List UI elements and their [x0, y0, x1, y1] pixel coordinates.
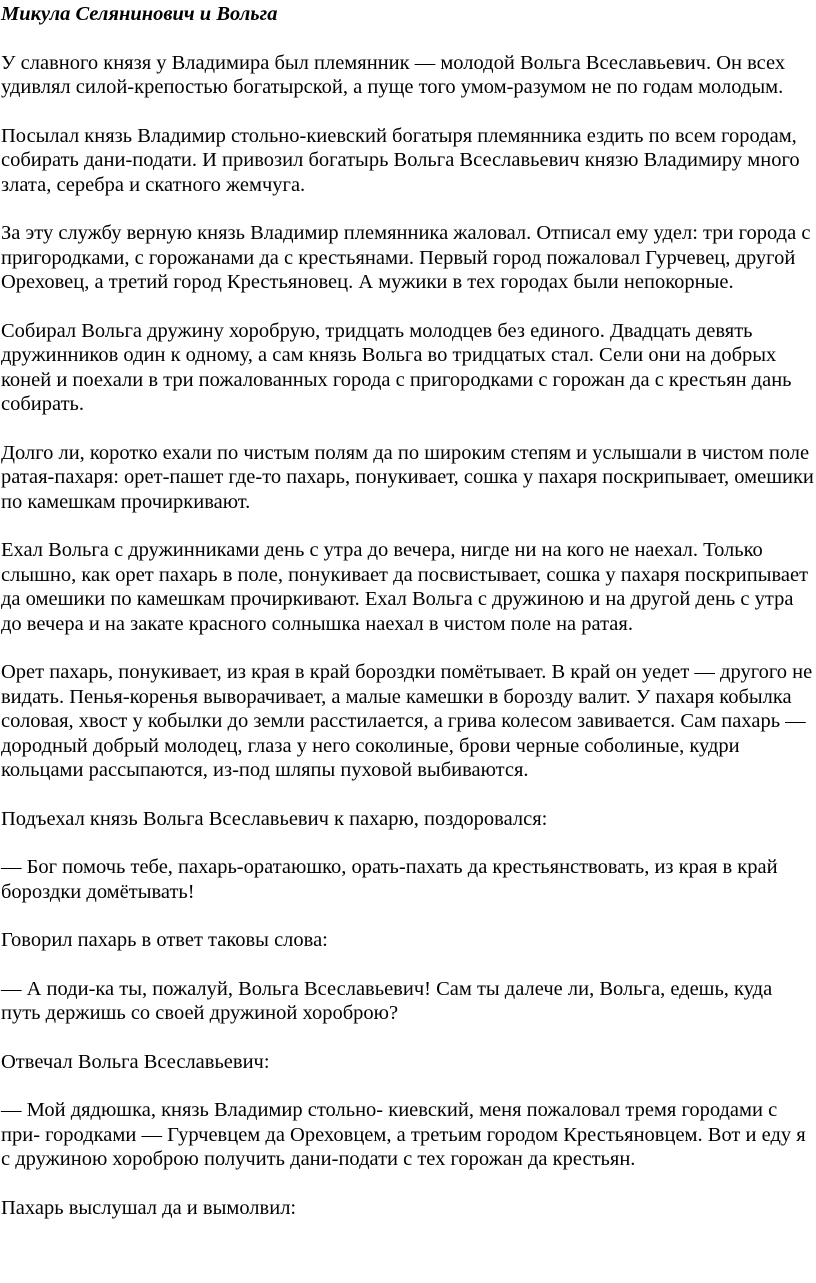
- paragraph-11: — А поди-ка ты, пожалуй, Вольга Всеславьевич! Сам ты далече ли, Вольга, едешь, куда путь держишь со своей дружиной хороброю?: [1, 977, 773, 1024]
- paragraph-10: Говорил пахарь в ответ таковы слова:: [1, 929, 328, 951]
- paragraph-3: За эту службу верную князь Владимир племянника жаловал. Отписал ему удел: три города с пригородками, с горожанами да с крестьянами. Первый город пожаловал Гурчевец, другой Ореховец, а третий город Крестьяновец. А мужики в тех городах были непокорные.: [1, 222, 811, 293]
- paragraph-12: Отвечал Вольга Всеславьевич:: [1, 1050, 270, 1073]
- paragraph-5: Долго ли, коротко ехали по чистым полям да по широким степям и услышали в чистом поле ратая-пахаря: орет-пашет где-то пахарь, понукивает, сошка у пахаря поскрипывает, омешики по камешкам прочиркивают.: [1, 441, 814, 513]
- document-title: Микула Селянинович и Вольга: [1, 3, 278, 25]
- paragraph-14: Пахарь выслушал да и вымолвил:: [1, 1196, 297, 1219]
- paragraph-6: Ехал Вольга с дружинниками день с утра до вечера, нигде ни на кого не наехал. Только слышно, как орет пахарь в поле, понукивает да посвистывает, сошка у пахаря поскрипывает да омешики по камешкам прочиркивают. Ехал Вольга с дружиною и на другой день с утра до вечера и на закате красного солнышка наехал в чистом поле на ратая.: [1, 539, 809, 635]
- paragraph-7: Орет пахарь, понукивает, из края в край бороздки помётывает. В край он уедет — другого не видать. Пенья-коренья выворачивает, а малые камешки в борозду валит. У пахаря кобылка соловая, хвост у кобылки до земли расстилается, а грива колесом завивается. Сам пахарь — дородный добрый молодец, глаза у него соколиные, брови черные соболиные, кудри кольцами рассыпаются, из-под шляпы пуховой выбиваются.: [1, 661, 813, 781]
- paragraph-9: — Бог помочь тебе, пахарь-оратаюшко, орать-пахать да крестьянствовать, из края в край бороздки домётывать!: [1, 856, 778, 903]
- paragraph-8: Подъехал князь Вольга Всеславьевич к пахарю, поздоровался:: [1, 807, 548, 830]
- paragraph-4: Собирал Вольга дружину хоробрую, тридцать молодцев без единого. Двадцать девять дружинников один к одному, а сам князь Вольга во тридцатых стал. Сели они на добрых коней и поехали в три пожалованных города с пригородками с горожан да с крестьян дань собирать.: [1, 319, 792, 415]
- paragraph-1: У славного князя у Владимира был племянник — молодой Вольга Всеславьевич. Он всех удивлял силой-крепостью богатырской, а пуще того умом-разумом не по годам молодым.: [1, 51, 786, 98]
- paragraph-2: Посылал князь Владимир стольно-киевский богатыря племянника ездить по всем городам, собирать дани-подати. И привозил богатырь Вольга Всеславьевич князю Владимиру много злата, серебра и скатного жемчуга.: [1, 124, 800, 196]
- paragraph-13: — Мой дядюшка, князь Владимир стольно- киевский, меня пожаловал тремя городами с при- городками — Гурчевцем да Ореховцем, а третьим городом Крестьяновцем. Вот и еду я с дружиною хороброю получить дани-подати с тех горожан да крестьян.: [1, 1099, 806, 1170]
